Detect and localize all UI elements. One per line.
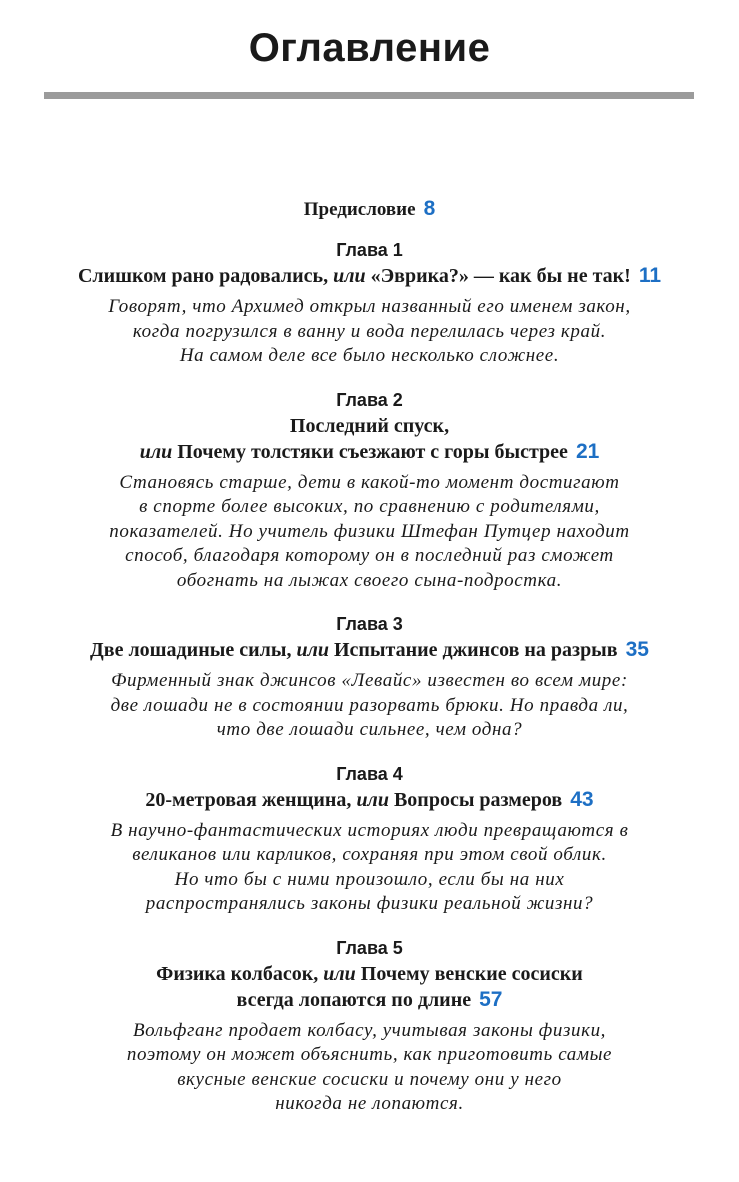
chapter-label: Глава 5 <box>336 937 403 958</box>
chapter-list <box>0 239 739 1117</box>
chapter-description <box>0 471 739 594</box>
description-line: распространялись законы физики реальной жизни? <box>145 893 594 914</box>
chapter-title-or: или <box>356 788 389 811</box>
chapter-label: Глава 3 <box>336 614 403 634</box>
toc-entry-chapter-4[interactable] <box>0 763 739 917</box>
table-of-contents <box>0 196 739 1117</box>
page-number[interactable]: 8 <box>423 197 436 220</box>
title-underline <box>44 92 694 99</box>
chapter-label: Глава 1 <box>336 240 403 260</box>
page-number[interactable]: 43 <box>570 787 594 811</box>
chapter-label: Глава 4 <box>336 763 403 784</box>
description-line: никогда не лопаются. <box>275 1093 464 1114</box>
chapter-title-text: Физика колбасок, <box>156 962 324 985</box>
description-line: Говорят, что Архимед открыл названный его именем закон, <box>108 296 631 317</box>
toc-entry-preface[interactable] <box>0 196 739 223</box>
description-line: что две лошади сильнее, чем одна? <box>216 719 523 740</box>
description-line: Становясь старше, дети в какой-то момент достигают <box>119 471 620 493</box>
chapter-title-text: 20-метровая женщина, <box>145 788 357 811</box>
chapter-label: Глава 2 <box>336 389 403 410</box>
page-title: Оглавление <box>248 26 491 70</box>
chapter-title-or: или <box>323 962 356 985</box>
preface-title-line <box>0 196 739 223</box>
description-line: способ, благодаря которому он в последний раз сможет <box>125 545 614 566</box>
description-line: когда погрузился в ванну и вода перелилась через край. <box>132 320 607 342</box>
page-number[interactable]: 35 <box>625 638 649 661</box>
description-line: На самом деле все было несколько сложнее. <box>179 345 560 366</box>
chapter-title-text: всегда лопаются по длине <box>236 988 472 1011</box>
page-number[interactable]: 11 <box>638 264 662 287</box>
toc-entry-chapter-5[interactable] <box>0 937 739 1117</box>
chapter-title-line <box>0 637 739 663</box>
description-line: Фирменный знак джинсов «Левайс» известен во всем мире: <box>111 670 628 691</box>
description-line: В научно-фантастических историях люди превращаются в <box>110 819 629 841</box>
chapter-description <box>0 669 739 743</box>
chapter-title-line <box>0 263 739 289</box>
chapter-title-text: Почему толстяки съезжают с горы быстрее <box>172 440 568 463</box>
description-line: поэтому он может объяснить, как приготовить самые <box>126 1044 613 1065</box>
chapter-description <box>0 295 739 369</box>
chapter-title-text: Вопросы размеров <box>388 788 563 811</box>
chapter-title-line <box>0 787 739 813</box>
description-line: Но что бы с ними произошло, если бы на них <box>174 868 565 890</box>
chapter-title-text: Слишком рано радовались, <box>77 265 334 287</box>
chapter-title-line <box>0 961 739 987</box>
description-line: показателей. Но учитель физики Штефан Путцер находит <box>109 520 630 542</box>
page-number[interactable]: 57 <box>479 987 503 1011</box>
description-line: обогнать на лыжах своего сына-подростка. <box>176 569 563 591</box>
description-line: великанов или карликов, сохраняя при этом свой облик. <box>132 844 607 865</box>
chapter-description <box>0 1019 739 1117</box>
chapter-title-or: или <box>296 639 329 661</box>
description-line: в спорте более высоких, по сравнению с родителями, <box>139 496 600 517</box>
chapter-title-text: Почему венские сосиски <box>355 962 583 985</box>
chapter-title-text: Последний спуск, <box>289 414 450 437</box>
description-line: Вольфганг продает колбасу, учитывая законы физики, <box>132 1019 607 1041</box>
chapter-title-text: Испытание джинсов на разрыв <box>328 639 618 661</box>
preface-title: Предисловие <box>303 199 416 220</box>
chapter-title-line <box>0 987 739 1013</box>
toc-entry-chapter-1[interactable] <box>0 239 739 369</box>
toc-entry-chapter-2[interactable] <box>0 389 739 594</box>
chapter-title-line <box>0 413 739 439</box>
description-line: вкусные венские сосиски и почему они у него <box>177 1068 562 1090</box>
page-number[interactable]: 21 <box>575 439 600 463</box>
chapter-title-or: или <box>333 265 366 287</box>
chapter-title-text: «Эврика?» — как бы не так! <box>365 265 631 287</box>
chapter-title-or: или <box>139 440 173 463</box>
chapter-description <box>0 819 739 917</box>
chapter-title-line <box>0 439 739 465</box>
chapter-title-text: Две лошадиные силы, <box>90 639 297 661</box>
description-line: две лошади не в состоянии разорвать брюки. Но правда ли, <box>110 694 629 716</box>
toc-entry-chapter-3[interactable] <box>0 613 739 743</box>
